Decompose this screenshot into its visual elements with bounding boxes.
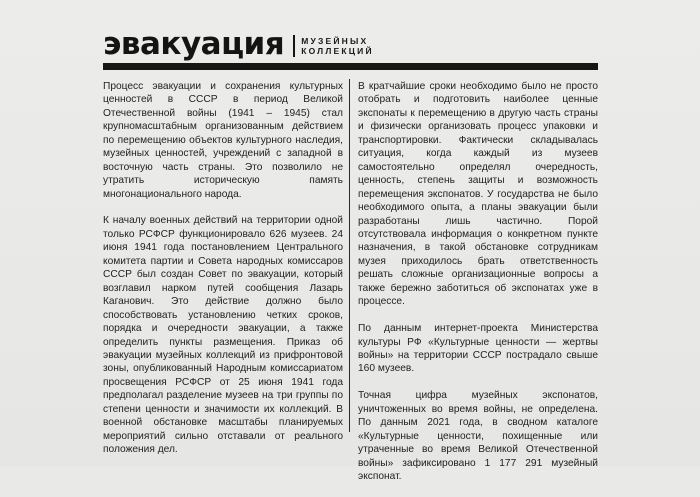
panel-subtitle [301,37,374,56]
title-divider [293,35,295,57]
subtitle-line-2: КОЛЛЕКЦИЙ [301,45,374,56]
paragraph: По данным интернет-проекта Министерства культуры РФ «Культурные ценности — жертвы войны» на территории СССР пострадало свыше 160 музеев. [358,323,598,375]
paragraph: К началу военных действий на территории одной только РСФСР функционировало 626 музеев. 24 июня 1941 года постановлением Центрального комитета партии и Совета народных комиссаров СССР был создан Совет по эвакуации, который возглавил нарком путей сообщения Лазарь Каганович. Это действие должно было способствовать установлению четких сроков, порядка и очередности эвакуации, а также определить пункты размещения. Приказ об эвакуации музейных коллекций из прифронтовой зоны, опубликованный Народным комиссариатом просвещения РСФСР от 25 июня 1941 года предполагал разделение музеев на три группы по степени ценности и значимости их коллекций. В военной обстановке масштабы планируемых мероприятий сильно отставали от реального положения дел. [103,215,343,456]
panel-header [103,24,374,60]
left-column [103,80,343,470]
column-divider [349,79,350,432]
paragraph: Процесс эвакуации и сохранения культурных ценностей в СССР в период Великой Отечественной войны (1941 – 1945) стал крупномасштабным организованным действием по перемещению объектов культурного наследия, музейных ценностей, учреждений с западной в восточную часть страны. Это позволило не утратить историческую память многонационального народа. [103,81,343,200]
right-column [358,80,598,497]
paragraph: В кратчайшие сроки необходимо было не просто отобрать и подготовить наиболее ценные экспонаты к перемещению в другую часть страны и физически организовать процесс упаковки и транспортировки. Фактически складывалась ситуация, когда каждый из музеев самостоятельно определял очередность, ценность, степень защиты и возможность перемещения экспонатов. У государства не было необходимого опыта, а планы эвакуации были разработаны лишь частично. Порой отсутствовала информация о конкретном пункте назначения, в такой обстановке сотрудникам музея приходилось брать ответственность решать сложные организационные вопросы а также бережно заботиться об экспонатах уже в процессе. [358,81,598,308]
header-rule [103,63,598,70]
paragraph: Точная цифра музейных экспонатов, уничтоженных во время войны, не определена. По данным 2021 года, в сводном каталоге «Культурные ценности, похищенные или утраченные во время Великой Отечественной войны» зафиксировано 1 177 291 музейный экспонат. [358,390,598,483]
panel-title: эвакуация [103,26,285,62]
subtitle-line-1: МУЗЕЙНЫХ [301,36,369,46]
